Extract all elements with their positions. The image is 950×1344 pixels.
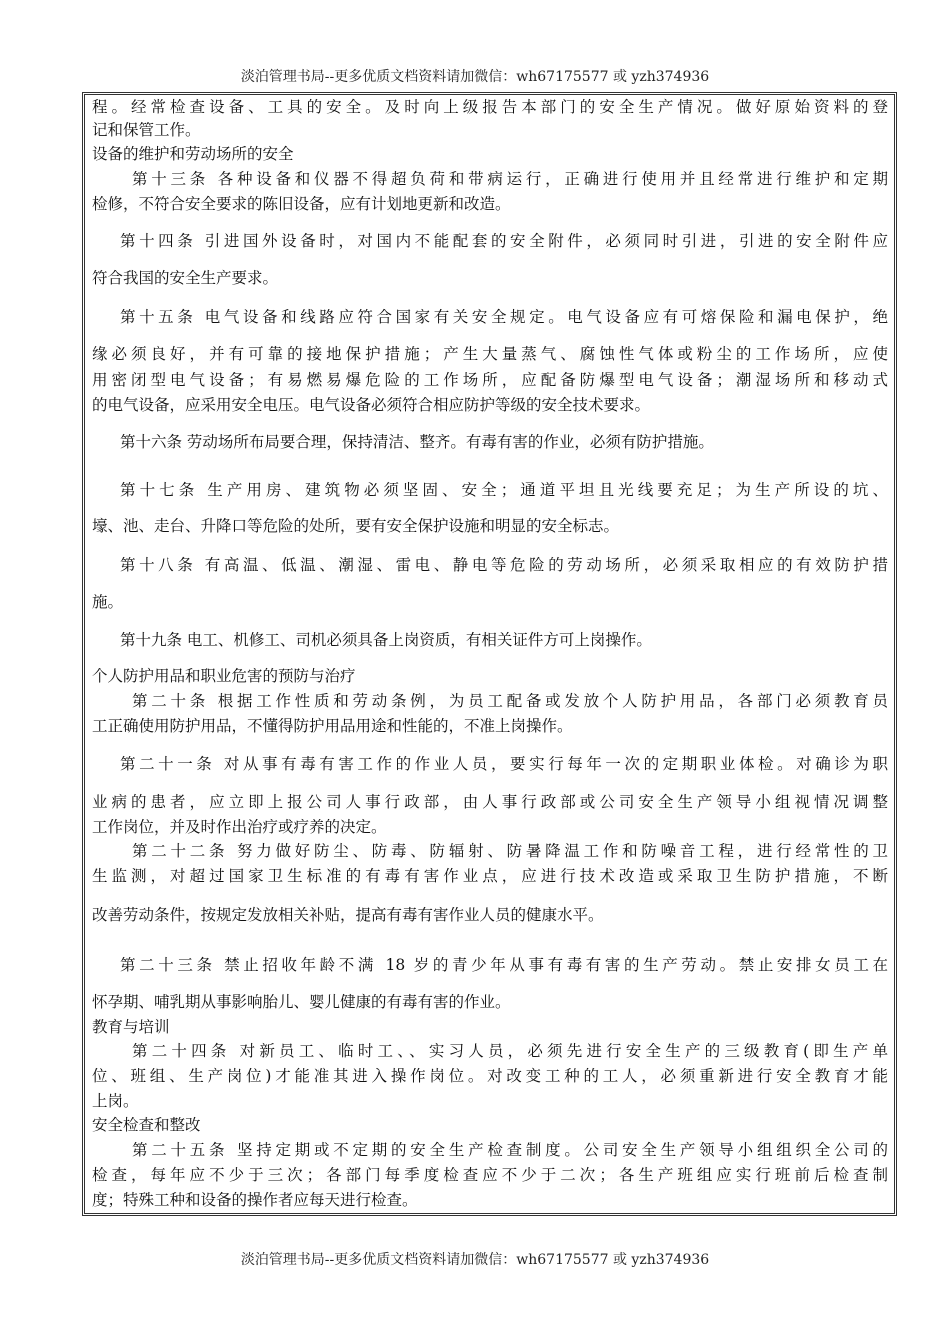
text-line: 程。经常检查设备、工具的安全。及时向上级报告本部门的安全生产情况。做好原始资料的登: [92, 98, 888, 116]
section-heading: 设备的维护和劳动场所的安全: [92, 145, 294, 163]
text-line: 工正确使用防护用品，不懂得防护用品用途和性能的，不准上岗操作。: [92, 717, 573, 735]
section-heading: 安全检查和整改: [92, 1116, 201, 1134]
text-line: 第二十条 根据工作性质和劳动条例，为员工配备或发放个人防护用品，各部门必须教育员: [132, 692, 888, 710]
text-line: 检查，每年应不少于三次；各部门每季度检查应不少于二次；各生产班组应实行班前后检查制: [92, 1166, 888, 1184]
section-heading: 教育与培训: [92, 1018, 170, 1036]
text-line: 第二十二条 努力做好防尘、防毒、防辐射、防暑降温工作和防噪音工程，进行经常性的卫: [132, 842, 888, 860]
text-line: 第十九条 电工、机修工、司机必须具备上岗资质，有相关证件方可上岗操作。: [120, 631, 652, 649]
page-header: 淡泊管理书局--更多优质文档资料请加微信：wh67175577 或 yzh374936: [240, 69, 710, 85]
document-text: [92, 95, 888, 1213]
text-line: 工作岗位，并及时作出治疗或疗养的决定。: [92, 818, 387, 836]
text-line: 位、班组、生产岗位)才能准其进入操作岗位。对改变工种的工人，必须重新进行安全教育才能: [92, 1067, 888, 1085]
text-line: 业病的患者，应立即上报公司人事行政部，由人事行政部或公司安全生产领导小组视情况调整: [92, 793, 888, 811]
text-line: 第十五条 电气设备和线路应符合国家有关安全规定。电气设备应有可熔保险和漏电保护，绝: [120, 308, 888, 326]
text-line: 改善劳动条件，按规定发放相关补贴，提高有毒有害作业人员的健康水平。: [92, 906, 604, 924]
text-line: 第二十一条 对从事有毒有害工作的作业人员，要实行每年一次的定期职业体检。对确诊为职: [120, 755, 888, 773]
text-line: 的电气设备，应采用安全电压。电气设备必须符合相应防护等级的安全技术要求。: [92, 396, 651, 414]
page-footer: 淡泊管理书局--更多优质文档资料请加微信：wh67175577 或 yzh374936: [240, 1252, 710, 1268]
text-line: 施。: [92, 593, 124, 611]
text-line: 用密闭型电气设备；有易燃易爆危险的工作场所，应配备防爆型电气设备；潮湿场所和移动式: [92, 371, 888, 389]
document-body: [82, 92, 897, 1216]
text-line: 第二十五条 坚持定期或不定期的安全生产检查制度。公司安全生产领导小组组织全公司的: [132, 1141, 888, 1159]
section-heading: 个人防护用品和职业危害的预防与治疗: [92, 667, 356, 685]
text-line: 上岗。: [92, 1092, 139, 1110]
text-line: 第二十四条 对新员工、临时工、、实习人员，必须先进行安全生产的三级教育(即生产单: [132, 1042, 888, 1060]
text-line: 第十四条 引进国外设备时，对国内不能配套的安全附件，必须同时引进，引进的安全附件应: [120, 232, 888, 250]
text-line: 第十八条 有高温、低温、潮湿、雷电、静电等危险的劳动场所，必须采取相应的有效防护措: [120, 556, 888, 574]
text-line: 缘必须良好，并有可靠的接地保护措施；产生大量蒸气、腐蚀性气体或粉尘的工作场所，应使: [92, 345, 888, 363]
text-line: 第二十三条 禁止招收年龄不满 18 岁的青少年从事有毒有害的生产劳动。禁止安排女员工在: [120, 956, 888, 974]
text-line: 检修，不符合安全要求的陈旧设备，应有计划地更新和改造。: [92, 195, 511, 213]
text-line: 第十六条 劳动场所布局要合理，保持清洁、整齐。有毒有害的作业，必须有防护措施。: [120, 433, 714, 451]
text-line: 壕、池、走台、升降口等危险的处所，要有安全保护设施和明显的安全标志。: [92, 517, 620, 535]
text-line: 怀孕期、哺乳期从事影响胎儿、婴儿健康的有毒有害的作业。: [92, 993, 511, 1011]
text-line: 记和保管工作。: [92, 121, 201, 139]
text-line: 度；特殊工种和设备的操作者应每天进行检查。: [92, 1191, 418, 1209]
text-line: 第十三条 各种设备和仪器不得超负荷和带病运行，正确进行使用并且经常进行维护和定期: [132, 170, 888, 188]
text-line: 符合我国的安全生产要求。: [92, 269, 279, 287]
text-line: 生监测，对超过国家卫生标准的有毒有害作业点，应进行技术改造或采取卫生防护措施，不断: [92, 867, 888, 885]
text-line: 第十七条 生产用房、建筑物必须坚固、安全；通道平坦且光线要充足；为生产所设的坑、: [120, 481, 888, 499]
